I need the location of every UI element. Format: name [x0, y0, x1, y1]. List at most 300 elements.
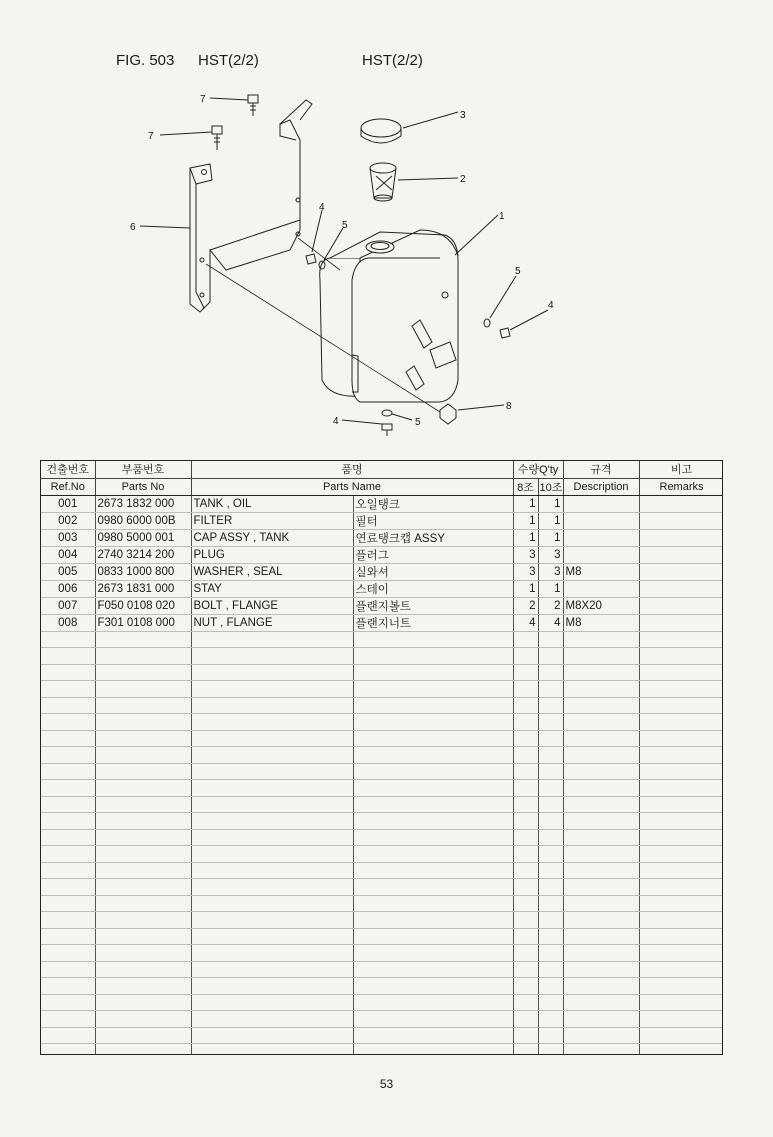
part-name-en-cell	[191, 829, 353, 846]
part-name-en-cell	[191, 895, 353, 912]
part-name-kr-cell	[353, 895, 513, 912]
qty-8-cell: 3	[513, 563, 538, 580]
header-part-name-en: Parts Name	[191, 478, 513, 495]
header-ref-en: Ref.No	[41, 478, 95, 495]
header-qty-8: 8조	[513, 478, 538, 495]
ref-no-cell	[41, 829, 95, 846]
qty-8-cell	[513, 945, 538, 962]
qty-10-cell	[538, 862, 563, 879]
description-cell	[563, 978, 639, 995]
figure-title-right: HST(2/2)	[362, 52, 423, 69]
qty-8-cell	[513, 912, 538, 929]
part-no-cell: 0833 1000 800	[95, 563, 191, 580]
qty-10-cell	[538, 813, 563, 830]
description-cell	[563, 829, 639, 846]
ref-no-cell: 007	[41, 597, 95, 614]
part-name-kr-cell	[353, 796, 513, 813]
qty-10-cell: 1	[538, 529, 563, 546]
exploded-parts-diagram	[0, 80, 773, 450]
empty-table-row	[41, 978, 723, 995]
header-ref-kr: 건출번호	[41, 461, 95, 478]
callout-4-bottom: 4	[333, 416, 339, 427]
remarks-cell	[639, 614, 723, 631]
part-no-cell: 2673 1832 000	[95, 495, 191, 512]
part-name-kr-cell: 플랜지너트	[353, 614, 513, 631]
remarks-cell	[639, 546, 723, 563]
empty-table-row	[41, 813, 723, 830]
plug-upper	[306, 254, 316, 264]
part-name-kr-cell	[353, 681, 513, 698]
part-no-cell: 2740 3214 200	[95, 546, 191, 563]
ref-no-cell	[41, 862, 95, 879]
remarks-cell	[639, 796, 723, 813]
empty-table-row	[41, 681, 723, 698]
part-name-kr-cell	[353, 780, 513, 797]
part-no-cell	[95, 1027, 191, 1044]
callout-3: 3	[460, 110, 466, 121]
empty-table-row	[41, 763, 723, 780]
qty-10-cell	[538, 631, 563, 648]
qty-10-cell	[538, 912, 563, 929]
part-no-cell	[95, 1011, 191, 1028]
qty-8-cell	[513, 961, 538, 978]
part-no-cell: 2673 1831 000	[95, 580, 191, 597]
description-cell	[563, 664, 639, 681]
remarks-cell	[639, 730, 723, 747]
header-part-no-kr: 부품번호	[95, 461, 191, 478]
empty-table-row	[41, 1044, 723, 1056]
part-no-cell	[95, 714, 191, 731]
empty-table-row	[41, 1027, 723, 1044]
part-name-en-cell	[191, 681, 353, 698]
qty-10-cell	[538, 648, 563, 665]
empty-table-row	[41, 928, 723, 945]
ref-no-cell	[41, 912, 95, 929]
part-no-cell	[95, 945, 191, 962]
empty-table-row	[41, 912, 723, 929]
part-name-en-cell	[191, 747, 353, 764]
description-cell	[563, 879, 639, 896]
part-name-kr-cell: 스테이	[353, 580, 513, 597]
empty-table-row	[41, 697, 723, 714]
description-cell	[563, 796, 639, 813]
flange-bolt-top	[248, 95, 258, 116]
remarks-cell	[639, 961, 723, 978]
qty-10-cell	[538, 978, 563, 995]
ref-no-cell	[41, 763, 95, 780]
table-header-row-english	[41, 478, 723, 495]
remarks-cell	[639, 529, 723, 546]
remarks-cell	[639, 681, 723, 698]
ref-no-cell	[41, 961, 95, 978]
header-description-en: Description	[563, 478, 639, 495]
table-row	[41, 529, 723, 546]
ref-no-cell: 008	[41, 614, 95, 631]
qty-10-cell: 1	[538, 495, 563, 512]
qty-8-cell	[513, 895, 538, 912]
part-no-cell	[95, 631, 191, 648]
qty-8-cell	[513, 1011, 538, 1028]
qty-10-cell: 4	[538, 614, 563, 631]
parts-table	[41, 461, 723, 1055]
part-no-cell	[95, 681, 191, 698]
qty-8-cell	[513, 747, 538, 764]
part-name-en-cell	[191, 994, 353, 1011]
callout-2: 2	[460, 174, 466, 185]
part-no-cell	[95, 961, 191, 978]
figure-number: FIG. 503	[116, 52, 175, 69]
header-qty-10: 10조	[538, 478, 563, 495]
part-name-kr-cell	[353, 829, 513, 846]
qty-8-cell: 1	[513, 580, 538, 597]
part-name-kr-cell: 플랜지볼트	[353, 597, 513, 614]
part-name-en-cell	[191, 714, 353, 731]
callout-8: 8	[506, 401, 512, 412]
stay-bracket-arm	[196, 120, 300, 308]
qty-10-cell	[538, 747, 563, 764]
qty-8-cell	[513, 730, 538, 747]
ref-no-cell: 002	[41, 512, 95, 529]
part-name-kr-cell	[353, 648, 513, 665]
remarks-cell	[639, 994, 723, 1011]
part-name-kr-cell	[353, 846, 513, 863]
ref-no-cell	[41, 994, 95, 1011]
qty-10-cell	[538, 879, 563, 896]
description-cell	[563, 763, 639, 780]
description-cell	[563, 529, 639, 546]
description-cell: M8X20	[563, 597, 639, 614]
header-remarks-en: Remarks	[639, 478, 723, 495]
callout-5-right: 5	[515, 266, 521, 277]
description-cell: M8	[563, 563, 639, 580]
ref-no-cell	[41, 730, 95, 747]
part-name-en-cell	[191, 912, 353, 929]
part-no-cell: F301 0108 000	[95, 614, 191, 631]
part-name-kr-cell	[353, 1011, 513, 1028]
description-cell	[563, 747, 639, 764]
qty-10-cell: 1	[538, 512, 563, 529]
description-cell	[563, 631, 639, 648]
qty-8-cell	[513, 648, 538, 665]
part-name-kr-cell	[353, 714, 513, 731]
seal-washer-bottom	[382, 410, 392, 416]
part-no-cell: F050 0108 020	[95, 597, 191, 614]
part-no-cell	[95, 912, 191, 929]
part-name-kr-cell	[353, 813, 513, 830]
flange-bolt-left	[212, 126, 222, 150]
description-cell	[563, 697, 639, 714]
page-header	[0, 52, 773, 76]
description-cell	[563, 1011, 639, 1028]
part-name-en-cell	[191, 978, 353, 995]
part-name-en-cell	[191, 664, 353, 681]
empty-table-row	[41, 945, 723, 962]
part-name-kr-cell	[353, 730, 513, 747]
qty-10-cell	[538, 829, 563, 846]
qty-8-cell	[513, 813, 538, 830]
qty-8-cell	[513, 631, 538, 648]
stay-bracket	[190, 164, 212, 184]
remarks-cell	[639, 879, 723, 896]
qty-8-cell: 1	[513, 512, 538, 529]
qty-8-cell	[513, 796, 538, 813]
callout-1: 1	[499, 211, 505, 222]
part-no-cell	[95, 978, 191, 995]
empty-table-row	[41, 879, 723, 896]
part-no-cell	[95, 813, 191, 830]
description-cell	[563, 512, 639, 529]
remarks-cell	[639, 978, 723, 995]
remarks-cell	[639, 829, 723, 846]
table-row	[41, 512, 723, 529]
page-number: 53	[379, 1077, 394, 1091]
part-name-en-cell	[191, 879, 353, 896]
empty-table-row	[41, 862, 723, 879]
part-name-en-cell: PLUG	[191, 546, 353, 563]
remarks-cell	[639, 862, 723, 879]
part-name-kr-cell	[353, 862, 513, 879]
callout-4-upper: 4	[319, 202, 325, 213]
part-name-kr-cell	[353, 1044, 513, 1056]
qty-10-cell	[538, 697, 563, 714]
description-cell	[563, 1044, 639, 1056]
part-name-en-cell: BOLT , FLANGE	[191, 597, 353, 614]
part-name-en-cell: STAY	[191, 580, 353, 597]
callout-5-bottom: 5	[415, 417, 421, 428]
description-cell	[563, 580, 639, 597]
empty-table-row	[41, 780, 723, 797]
part-name-en-cell	[191, 697, 353, 714]
table-row	[41, 546, 723, 563]
header-spec-kr: 규격	[563, 461, 639, 478]
description-cell	[563, 648, 639, 665]
header-part-no-en: Parts No	[95, 478, 191, 495]
part-name-en-cell	[191, 631, 353, 648]
empty-table-row	[41, 895, 723, 912]
remarks-cell	[639, 912, 723, 929]
description-cell: M8	[563, 614, 639, 631]
ref-no-cell: 005	[41, 563, 95, 580]
part-no-cell	[95, 747, 191, 764]
part-name-en-cell	[191, 648, 353, 665]
qty-8-cell	[513, 928, 538, 945]
part-name-kr-cell	[353, 697, 513, 714]
qty-10-cell	[538, 945, 563, 962]
remarks-cell	[639, 928, 723, 945]
qty-10-cell: 3	[538, 563, 563, 580]
remarks-cell	[639, 945, 723, 962]
qty-8-cell	[513, 763, 538, 780]
remarks-cell	[639, 813, 723, 830]
remarks-cell	[639, 780, 723, 797]
qty-10-cell	[538, 1027, 563, 1044]
ref-no-cell	[41, 978, 95, 995]
part-name-en-cell	[191, 763, 353, 780]
empty-table-row	[41, 631, 723, 648]
remarks-cell	[639, 631, 723, 648]
table-header-row-korean	[41, 461, 723, 478]
empty-table-row	[41, 796, 723, 813]
ref-no-cell	[41, 681, 95, 698]
ref-no-cell	[41, 945, 95, 962]
empty-table-row	[41, 730, 723, 747]
remarks-cell	[639, 747, 723, 764]
callout-6: 6	[130, 222, 136, 233]
part-name-en-cell	[191, 813, 353, 830]
qty-8-cell: 1	[513, 529, 538, 546]
ref-no-cell	[41, 631, 95, 648]
description-cell	[563, 994, 639, 1011]
part-name-kr-cell	[353, 747, 513, 764]
header-qty-kr: 수량Q'ty	[513, 461, 563, 478]
qty-10-cell	[538, 763, 563, 780]
ref-no-cell	[41, 1011, 95, 1028]
remarks-cell	[639, 664, 723, 681]
plug-bottom	[382, 424, 392, 430]
ref-no-cell: 006	[41, 580, 95, 597]
part-name-kr-cell	[353, 631, 513, 648]
part-no-cell	[95, 664, 191, 681]
remarks-cell	[639, 846, 723, 863]
part-name-kr-cell	[353, 912, 513, 929]
part-no-cell	[95, 895, 191, 912]
part-name-en-cell: TANK , OIL	[191, 495, 353, 512]
part-no-cell	[95, 648, 191, 665]
description-cell	[563, 945, 639, 962]
qty-10-cell	[538, 1044, 563, 1056]
qty-10-cell	[538, 714, 563, 731]
part-name-en-cell	[191, 1011, 353, 1028]
part-name-en-cell	[191, 846, 353, 863]
qty-8-cell	[513, 697, 538, 714]
qty-10-cell	[538, 664, 563, 681]
table-row	[41, 495, 723, 512]
ref-no-cell: 004	[41, 546, 95, 563]
qty-10-cell	[538, 895, 563, 912]
part-name-kr-cell: 오일탱크	[353, 495, 513, 512]
qty-8-cell	[513, 1044, 538, 1056]
table-row	[41, 563, 723, 580]
remarks-cell	[639, 714, 723, 731]
remarks-cell	[639, 1044, 723, 1056]
qty-10-cell	[538, 846, 563, 863]
qty-8-cell	[513, 994, 538, 1011]
qty-10-cell: 2	[538, 597, 563, 614]
empty-table-row	[41, 829, 723, 846]
ref-no-cell	[41, 879, 95, 896]
ref-no-cell	[41, 664, 95, 681]
part-name-en-cell	[191, 961, 353, 978]
empty-table-row	[41, 961, 723, 978]
part-no-cell	[95, 730, 191, 747]
part-no-cell	[95, 862, 191, 879]
empty-table-row	[41, 664, 723, 681]
part-name-en-cell: CAP ASSY , TANK	[191, 529, 353, 546]
qty-8-cell	[513, 978, 538, 995]
qty-10-cell	[538, 928, 563, 945]
part-name-kr-cell	[353, 879, 513, 896]
callout-7-left: 7	[148, 131, 154, 142]
part-name-en-cell	[191, 780, 353, 797]
parts-table-container	[40, 460, 723, 1055]
empty-table-row	[41, 714, 723, 731]
part-no-cell	[95, 928, 191, 945]
remarks-cell	[639, 763, 723, 780]
qty-8-cell	[513, 879, 538, 896]
part-name-kr-cell	[353, 763, 513, 780]
ref-no-cell	[41, 648, 95, 665]
ref-no-cell	[41, 796, 95, 813]
description-cell	[563, 928, 639, 945]
description-cell	[563, 495, 639, 512]
ref-no-cell	[41, 697, 95, 714]
qty-10-cell	[538, 1011, 563, 1028]
callout-5-upper: 5	[342, 220, 348, 231]
qty-8-cell: 1	[513, 495, 538, 512]
part-name-kr-cell	[353, 928, 513, 945]
callout-7-top: 7	[200, 94, 206, 105]
ref-no-cell	[41, 714, 95, 731]
oil-tank	[320, 230, 458, 402]
part-name-en-cell	[191, 928, 353, 945]
remarks-cell	[639, 512, 723, 529]
qty-8-cell	[513, 846, 538, 863]
part-name-kr-cell	[353, 978, 513, 995]
ref-no-cell	[41, 1044, 95, 1056]
part-name-kr-cell	[353, 961, 513, 978]
ref-no-cell	[41, 780, 95, 797]
qty-8-cell	[513, 780, 538, 797]
description-cell	[563, 546, 639, 563]
table-row	[41, 597, 723, 614]
part-no-cell	[95, 780, 191, 797]
description-cell	[563, 813, 639, 830]
part-name-kr-cell	[353, 664, 513, 681]
description-cell	[563, 961, 639, 978]
description-cell	[563, 681, 639, 698]
ref-no-cell	[41, 928, 95, 945]
qty-10-cell	[538, 681, 563, 698]
qty-8-cell	[513, 829, 538, 846]
part-no-cell	[95, 829, 191, 846]
part-name-kr-cell: 플러그	[353, 546, 513, 563]
part-no-cell	[95, 697, 191, 714]
remarks-cell	[639, 597, 723, 614]
remarks-cell	[639, 1027, 723, 1044]
qty-8-cell	[513, 714, 538, 731]
part-name-en-cell	[191, 862, 353, 879]
qty-10-cell	[538, 730, 563, 747]
qty-8-cell	[513, 681, 538, 698]
remarks-cell	[639, 648, 723, 665]
figure-title: HST(2/2)	[198, 52, 259, 69]
qty-8-cell	[513, 862, 538, 879]
qty-10-cell	[538, 796, 563, 813]
remarks-cell	[639, 495, 723, 512]
filter	[370, 163, 396, 201]
description-cell	[563, 895, 639, 912]
part-name-kr-cell: 필터	[353, 512, 513, 529]
description-cell	[563, 714, 639, 731]
flange-nut	[440, 404, 456, 424]
empty-table-row	[41, 846, 723, 863]
qty-8-cell	[513, 1027, 538, 1044]
remarks-cell	[639, 580, 723, 597]
part-name-kr-cell: 연료탱크캡 ASSY	[353, 529, 513, 546]
table-row	[41, 614, 723, 631]
part-name-en-cell	[191, 1027, 353, 1044]
qty-8-cell: 2	[513, 597, 538, 614]
